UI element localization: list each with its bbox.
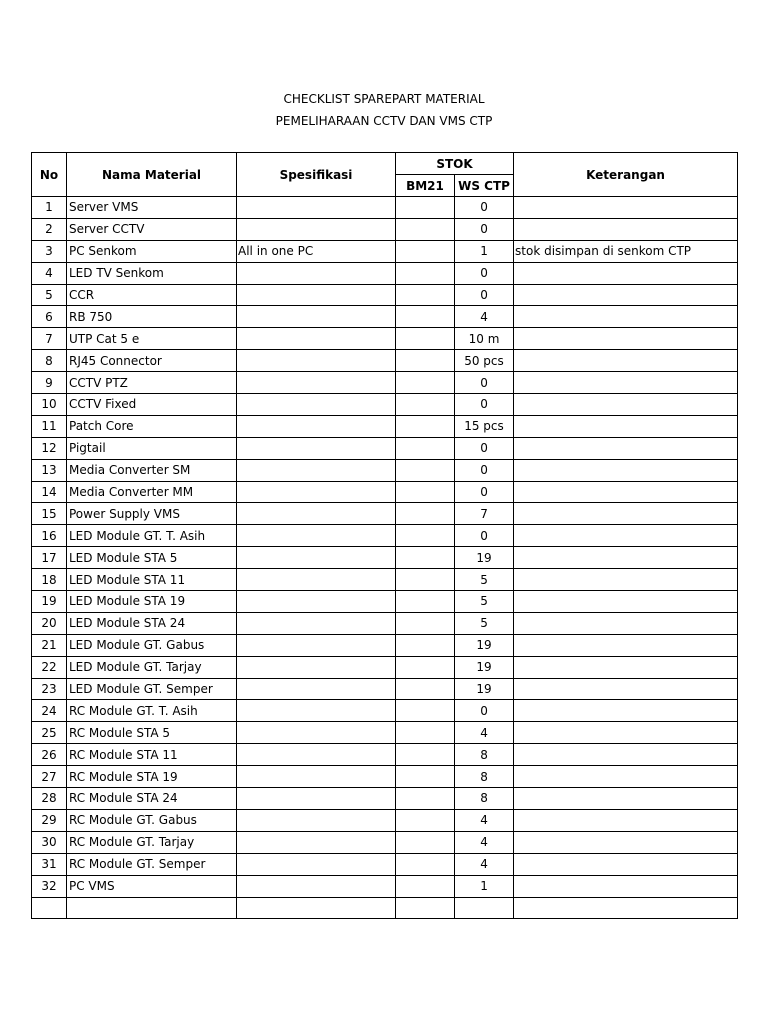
cell-ws-ctp: 4: [455, 722, 514, 744]
table-row: [32, 415, 738, 437]
cell-spesifikasi: [237, 853, 396, 875]
table-row: [32, 459, 738, 481]
cell-nama-material: CCTV Fixed: [67, 394, 237, 416]
cell-keterangan: [514, 634, 738, 656]
cell-ws-ctp: 5: [455, 591, 514, 613]
cell-no: 17: [32, 547, 67, 569]
table-row: [32, 328, 738, 350]
cell-no: 32: [32, 875, 67, 897]
table-row: [32, 197, 738, 219]
cell-keterangan: [514, 394, 738, 416]
cell-spesifikasi: [237, 284, 396, 306]
cell-nama-material: RC Module STA 5: [67, 722, 237, 744]
cell-keterangan: [514, 350, 738, 372]
cell-no: 12: [32, 437, 67, 459]
cell-no: 9: [32, 372, 67, 394]
cell-spesifikasi: [237, 218, 396, 240]
cell-ws-ctp: 1: [455, 875, 514, 897]
cell-spesifikasi: [237, 328, 396, 350]
cell-spesifikasi: [237, 372, 396, 394]
cell-spesifikasi: [237, 656, 396, 678]
cell-bm21: [396, 218, 455, 240]
cell-no: 6: [32, 306, 67, 328]
cell-keterangan: [514, 612, 738, 634]
cell-ws-ctp: 19: [455, 634, 514, 656]
cell-keterangan: [514, 218, 738, 240]
cell-no: 4: [32, 262, 67, 284]
cell-nama-material: LED Module STA 11: [67, 569, 237, 591]
table-row: [32, 831, 738, 853]
table-row: [32, 788, 738, 810]
cell-spesifikasi: [237, 744, 396, 766]
cell-no: 5: [32, 284, 67, 306]
cell-no: 18: [32, 569, 67, 591]
cell-ws-ctp: 10 m: [455, 328, 514, 350]
cell-bm21: [396, 394, 455, 416]
cell-ws-ctp: [455, 897, 514, 919]
cell-nama-material: PC Senkom: [67, 240, 237, 262]
table-row: [32, 437, 738, 459]
cell-nama-material: RC Module GT. Tarjay: [67, 831, 237, 853]
cell-ws-ctp: 5: [455, 612, 514, 634]
cell-spesifikasi: [237, 394, 396, 416]
cell-bm21: [396, 853, 455, 875]
cell-bm21: [396, 612, 455, 634]
cell-nama-material: LED Module GT. Gabus: [67, 634, 237, 656]
cell-bm21: [396, 547, 455, 569]
cell-bm21: [396, 328, 455, 350]
cell-ws-ctp: 0: [455, 284, 514, 306]
cell-ws-ctp: 19: [455, 678, 514, 700]
cell-nama-material: LED Module GT. Tarjay: [67, 656, 237, 678]
cell-nama-material: Server CCTV: [67, 218, 237, 240]
cell-no: 22: [32, 656, 67, 678]
table-row: [32, 547, 738, 569]
cell-nama-material: Pigtail: [67, 437, 237, 459]
header-ws-ctp: WS CTP: [455, 175, 514, 197]
cell-ws-ctp: 0: [455, 481, 514, 503]
table-row: [32, 240, 738, 262]
table-row: [32, 634, 738, 656]
cell-nama-material: RC Module GT. T. Asih: [67, 700, 237, 722]
cell-ws-ctp: 15 pcs: [455, 415, 514, 437]
cell-spesifikasi: [237, 350, 396, 372]
cell-ws-ctp: 1: [455, 240, 514, 262]
cell-bm21: [396, 875, 455, 897]
cell-bm21: [396, 481, 455, 503]
cell-ws-ctp: 0: [455, 525, 514, 547]
cell-spesifikasi: [237, 875, 396, 897]
cell-ws-ctp: 7: [455, 503, 514, 525]
cell-spesifikasi: [237, 437, 396, 459]
cell-nama-material: RB 750: [67, 306, 237, 328]
cell-no: 27: [32, 766, 67, 788]
cell-nama-material: Media Converter SM: [67, 459, 237, 481]
table-header-row: [32, 153, 738, 175]
table-row: [32, 678, 738, 700]
cell-no: 21: [32, 634, 67, 656]
cell-spesifikasi: All in one PC: [237, 240, 396, 262]
cell-spesifikasi: [237, 700, 396, 722]
cell-keterangan: [514, 262, 738, 284]
cell-nama-material: CCR: [67, 284, 237, 306]
cell-keterangan: [514, 437, 738, 459]
cell-keterangan: [514, 853, 738, 875]
table-row: [32, 525, 738, 547]
cell-bm21: [396, 197, 455, 219]
cell-keterangan: [514, 722, 738, 744]
header-nama-material: Nama Material: [67, 153, 237, 197]
cell-bm21: [396, 722, 455, 744]
cell-nama-material: RC Module GT. Gabus: [67, 809, 237, 831]
cell-bm21: [396, 897, 455, 919]
table-row: [32, 612, 738, 634]
cell-bm21: [396, 350, 455, 372]
header-spesifikasi: Spesifikasi: [237, 153, 396, 197]
cell-keterangan: [514, 809, 738, 831]
cell-keterangan: [514, 503, 738, 525]
cell-nama-material: RC Module STA 11: [67, 744, 237, 766]
cell-no: 26: [32, 744, 67, 766]
cell-nama-material: [67, 897, 237, 919]
cell-no: 10: [32, 394, 67, 416]
cell-keterangan: [514, 328, 738, 350]
cell-bm21: [396, 262, 455, 284]
cell-nama-material: LED Module STA 24: [67, 612, 237, 634]
cell-keterangan: [514, 547, 738, 569]
cell-nama-material: Server VMS: [67, 197, 237, 219]
cell-nama-material: UTP Cat 5 e: [67, 328, 237, 350]
header-keterangan: Keterangan: [514, 153, 738, 197]
header-stok: STOK: [396, 153, 514, 175]
cell-spesifikasi: [237, 525, 396, 547]
cell-bm21: [396, 240, 455, 262]
cell-keterangan: [514, 656, 738, 678]
cell-nama-material: LED Module GT. Semper: [67, 678, 237, 700]
cell-keterangan: [514, 197, 738, 219]
cell-no: 13: [32, 459, 67, 481]
cell-spesifikasi: [237, 722, 396, 744]
cell-keterangan: [514, 459, 738, 481]
cell-ws-ctp: 8: [455, 744, 514, 766]
cell-no: 3: [32, 240, 67, 262]
table-row: [32, 700, 738, 722]
cell-nama-material: PC VMS: [67, 875, 237, 897]
cell-nama-material: LED TV Senkom: [67, 262, 237, 284]
cell-no: 30: [32, 831, 67, 853]
cell-keterangan: [514, 875, 738, 897]
cell-bm21: [396, 372, 455, 394]
cell-spesifikasi: [237, 612, 396, 634]
cell-ws-ctp: 50 pcs: [455, 350, 514, 372]
cell-no: [32, 897, 67, 919]
table-row: [32, 569, 738, 591]
cell-nama-material: RC Module GT. Semper: [67, 853, 237, 875]
table-row: [32, 656, 738, 678]
cell-keterangan: [514, 766, 738, 788]
cell-ws-ctp: 0: [455, 437, 514, 459]
table-row: [32, 372, 738, 394]
table-row: [32, 853, 738, 875]
cell-no: 25: [32, 722, 67, 744]
cell-no: 1: [32, 197, 67, 219]
cell-bm21: [396, 634, 455, 656]
table-row: [32, 809, 738, 831]
cell-bm21: [396, 678, 455, 700]
cell-bm21: [396, 700, 455, 722]
cell-bm21: [396, 437, 455, 459]
cell-keterangan: [514, 678, 738, 700]
cell-keterangan: [514, 284, 738, 306]
cell-no: 8: [32, 350, 67, 372]
cell-nama-material: RJ45 Connector: [67, 350, 237, 372]
cell-ws-ctp: 0: [455, 262, 514, 284]
cell-spesifikasi: [237, 591, 396, 613]
cell-ws-ctp: 4: [455, 853, 514, 875]
cell-keterangan: [514, 306, 738, 328]
cell-no: 29: [32, 809, 67, 831]
cell-spesifikasi: [237, 503, 396, 525]
cell-bm21: [396, 591, 455, 613]
cell-no: 28: [32, 788, 67, 810]
cell-no: 15: [32, 503, 67, 525]
cell-ws-ctp: 0: [455, 394, 514, 416]
cell-keterangan: stok disimpan di senkom CTP: [514, 240, 738, 262]
cell-spesifikasi: [237, 197, 396, 219]
cell-bm21: [396, 744, 455, 766]
table-row: [32, 766, 738, 788]
cell-keterangan: [514, 788, 738, 810]
cell-ws-ctp: 0: [455, 372, 514, 394]
cell-nama-material: RC Module STA 19: [67, 766, 237, 788]
cell-bm21: [396, 415, 455, 437]
cell-bm21: [396, 809, 455, 831]
cell-no: 23: [32, 678, 67, 700]
cell-nama-material: RC Module STA 24: [67, 788, 237, 810]
cell-ws-ctp: 0: [455, 459, 514, 481]
cell-bm21: [396, 459, 455, 481]
cell-ws-ctp: 0: [455, 197, 514, 219]
cell-keterangan: [514, 897, 738, 919]
cell-ws-ctp: 0: [455, 218, 514, 240]
cell-keterangan: [514, 525, 738, 547]
cell-ws-ctp: 8: [455, 766, 514, 788]
table-row: [32, 875, 738, 897]
cell-keterangan: [514, 831, 738, 853]
cell-keterangan: [514, 569, 738, 591]
cell-bm21: [396, 284, 455, 306]
table-row: [32, 262, 738, 284]
cell-bm21: [396, 766, 455, 788]
table-row: [32, 284, 738, 306]
cell-ws-ctp: 4: [455, 831, 514, 853]
cell-nama-material: LED Module STA 5: [67, 547, 237, 569]
cell-keterangan: [514, 415, 738, 437]
cell-keterangan: [514, 591, 738, 613]
cell-spesifikasi: [237, 459, 396, 481]
cell-bm21: [396, 831, 455, 853]
cell-bm21: [396, 306, 455, 328]
cell-bm21: [396, 569, 455, 591]
cell-no: 2: [32, 218, 67, 240]
cell-no: 11: [32, 415, 67, 437]
table-row: [32, 503, 738, 525]
sparepart-table: [31, 152, 738, 919]
cell-nama-material: LED Module GT. T. Asih: [67, 525, 237, 547]
cell-nama-material: Power Supply VMS: [67, 503, 237, 525]
cell-spesifikasi: [237, 897, 396, 919]
cell-nama-material: Media Converter MM: [67, 481, 237, 503]
cell-nama-material: LED Module STA 19: [67, 591, 237, 613]
header-bm21: BM21: [396, 175, 455, 197]
cell-spesifikasi: [237, 634, 396, 656]
cell-no: 7: [32, 328, 67, 350]
cell-no: 16: [32, 525, 67, 547]
cell-nama-material: Patch Core: [67, 415, 237, 437]
cell-spesifikasi: [237, 262, 396, 284]
table-row: [32, 350, 738, 372]
cell-keterangan: [514, 372, 738, 394]
cell-ws-ctp: 0: [455, 700, 514, 722]
cell-ws-ctp: 19: [455, 656, 514, 678]
document-subtitle: PEMELIHARAAN CCTV DAN VMS CTP: [275, 114, 493, 128]
cell-keterangan: [514, 700, 738, 722]
cell-ws-ctp: 19: [455, 547, 514, 569]
cell-no: 31: [32, 853, 67, 875]
cell-bm21: [396, 525, 455, 547]
cell-no: 14: [32, 481, 67, 503]
cell-spesifikasi: [237, 306, 396, 328]
cell-spesifikasi: [237, 678, 396, 700]
cell-spesifikasi: [237, 481, 396, 503]
table-row: [32, 722, 738, 744]
table-row: [32, 591, 738, 613]
cell-spesifikasi: [237, 809, 396, 831]
table-row: [32, 744, 738, 766]
table-row: [32, 481, 738, 503]
table-body: [32, 197, 738, 919]
cell-no: 24: [32, 700, 67, 722]
cell-ws-ctp: 8: [455, 788, 514, 810]
cell-ws-ctp: 5: [455, 569, 514, 591]
cell-bm21: [396, 656, 455, 678]
cell-spesifikasi: [237, 766, 396, 788]
cell-no: 20: [32, 612, 67, 634]
table-row: [32, 306, 738, 328]
table-row: [32, 394, 738, 416]
cell-bm21: [396, 788, 455, 810]
table-row: [32, 218, 738, 240]
cell-spesifikasi: [237, 415, 396, 437]
table-row: [32, 897, 738, 919]
cell-keterangan: [514, 744, 738, 766]
document-title: CHECKLIST SPAREPART MATERIAL: [283, 92, 485, 106]
header-no: No: [32, 153, 67, 197]
cell-ws-ctp: 4: [455, 809, 514, 831]
cell-bm21: [396, 503, 455, 525]
cell-no: 19: [32, 591, 67, 613]
cell-spesifikasi: [237, 547, 396, 569]
cell-spesifikasi: [237, 831, 396, 853]
cell-spesifikasi: [237, 788, 396, 810]
cell-nama-material: CCTV PTZ: [67, 372, 237, 394]
cell-spesifikasi: [237, 569, 396, 591]
cell-keterangan: [514, 481, 738, 503]
cell-ws-ctp: 4: [455, 306, 514, 328]
